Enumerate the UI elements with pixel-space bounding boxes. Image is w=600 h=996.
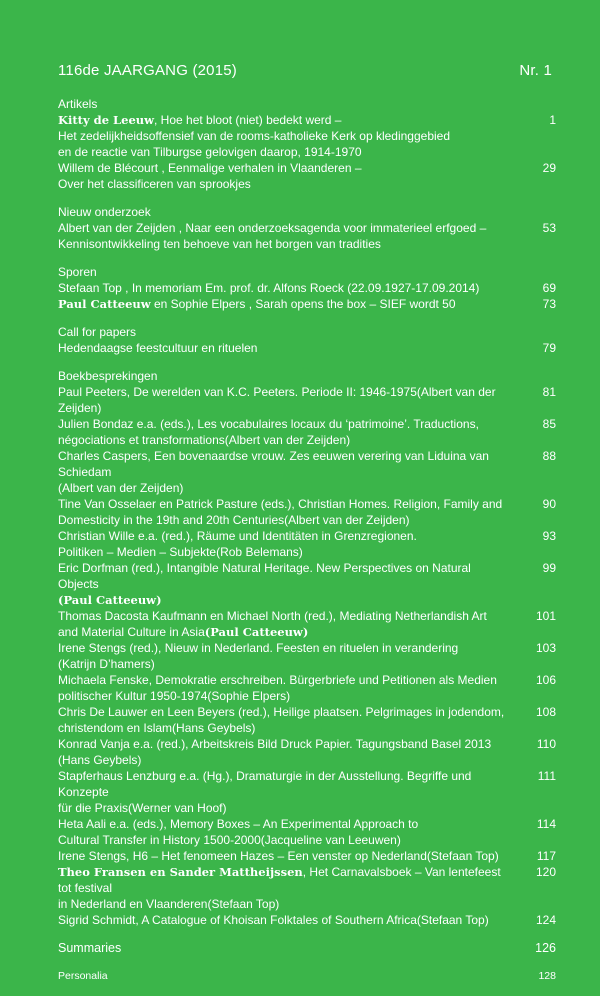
toc-entry <box>58 560 556 608</box>
toc-entry <box>58 160 556 192</box>
entry-reviewer: (Paul Catteeuw) <box>58 593 162 607</box>
entry-author: Theo Fransen en Sander Mattheijssen <box>58 865 303 879</box>
entry-text <box>58 340 510 356</box>
page-number: 85 <box>542 417 556 431</box>
entry-text <box>58 640 510 656</box>
entry-continuation: christendom en Islam(Hans Geybels) <box>58 721 256 735</box>
page-number: 69 <box>542 281 556 295</box>
toc-entry <box>58 416 556 448</box>
section-title: Nieuw onderzoek <box>58 205 151 219</box>
entry-text <box>58 496 510 512</box>
entry-title: , Het Carnavalsboek – Van lentefeest tot festival <box>58 865 501 895</box>
page-number: 81 <box>542 385 556 399</box>
toc-section <box>58 940 556 956</box>
entry-text <box>58 672 510 688</box>
toc-section <box>58 96 556 192</box>
toc-entry <box>58 768 556 816</box>
entry-title: Sigrid Schmidt, A Catalogue of Khoisan Folktales of Southern Africa(Stefaan Top) <box>58 913 489 927</box>
entry-text <box>58 736 510 752</box>
entry-continuation: (Albert van der Zeijden) <box>58 481 184 495</box>
entry-text <box>58 968 510 984</box>
toc-section <box>58 204 556 252</box>
entry-title: Tine Van Osselaer en Patrick Pasture (eds.), Christian Homes. Religion, Family and <box>58 497 503 511</box>
entry-text <box>58 864 510 896</box>
entry-title: Willem de Blécourt , Eenmalige verhalen in Vlaanderen – <box>58 161 362 175</box>
page-number: 101 <box>535 609 556 623</box>
section-title: Artikels <box>58 97 98 111</box>
entry-continuation: in Nederland en Vlaanderen(Stefaan Top) <box>58 897 280 911</box>
entry-text <box>58 384 510 416</box>
toc-section <box>58 324 556 356</box>
entry-continuation: Cultural Transfer in History 1500-2000(Jacqueline van Leeuwen) <box>58 833 401 847</box>
entry-title: Thomas Dacosta Kaufmann en Michael North (red.), Mediating Netherlandish Art <box>58 609 487 623</box>
entry-continuation: (Hans Geybels) <box>58 753 142 767</box>
entry-title: Konrad Vanja e.a. (red.), Arbeitskreis Bild Druck Papier. Tagungsband Basel 2013 <box>58 737 492 751</box>
page-number: 29 <box>542 161 556 175</box>
journal-header <box>58 62 552 79</box>
entry-text <box>58 160 510 176</box>
section-title: Boekbesprekingen <box>58 369 158 383</box>
toc-entry <box>58 940 556 956</box>
section-title: Call for papers <box>58 325 137 339</box>
entry-text <box>58 848 510 864</box>
toc-entry <box>58 736 556 768</box>
entry-author: Kitty de Leeuw <box>58 113 155 127</box>
entry-continuation: (Katrijn D’hamers) <box>58 657 155 671</box>
entry-text <box>58 416 510 432</box>
entry-continuation: für die Praxis(Werner van Hoof) <box>58 801 227 815</box>
page-number: 90 <box>542 497 556 511</box>
toc-entry <box>58 528 556 560</box>
toc-entry <box>58 912 556 928</box>
page-number: 110 <box>536 737 556 751</box>
page-number: 88 <box>542 449 556 463</box>
toc-entry <box>58 220 556 252</box>
entry-text <box>58 112 510 128</box>
toc-entry <box>58 340 556 356</box>
page-number: 93 <box>542 529 556 543</box>
entry-text <box>58 704 510 720</box>
entry-text <box>58 768 510 800</box>
entry-reviewer: (Paul Catteeuw) <box>204 625 309 639</box>
entry-title: , Hoe het bloot (niet) bedekt werd – <box>154 113 342 127</box>
entry-title: en Sophie Elpers , Sarah opens the box – SIEF wordt 50 <box>150 297 456 311</box>
page-number: 108 <box>535 705 556 719</box>
entry-title: Personalia <box>58 970 108 982</box>
entry-title: Chris De Lauwer en Leen Beyers (red.), Heilige plaatsen. Pelgrimages in jodendom, <box>58 705 505 719</box>
entry-title: Heta Aali e.a. (eds.), Memory Boxes – An Experimental Approach to <box>58 817 419 831</box>
toc-entry <box>58 704 556 736</box>
page-number: 73 <box>542 297 556 311</box>
entry-title: Irene Stengs (red.), Nieuw in Nederland. Feesten en rituelen in verandering <box>58 641 459 655</box>
entry-title: Irene Stengs, H6 – Het fenomeen Hazes – Een venster op Nederland(Stefaan Top) <box>58 849 499 863</box>
page-number: 99 <box>542 561 556 575</box>
toc-entry <box>58 640 556 672</box>
page-number: 114 <box>536 817 556 831</box>
entry-continuation: Kennisontwikkeling ten behoeve van het borgen van tradities <box>58 237 381 251</box>
entry-continuation: Over het classificeren van sprookjes <box>58 177 251 191</box>
volume-title: 116de JAARGANG (2015) <box>58 62 238 79</box>
page-number: 53 <box>542 221 556 235</box>
entry-title: Michaela Fenske, Demokratie erschreiben. Bürgerbriefe und Petitionen als Medien <box>58 673 497 687</box>
entry-text <box>58 448 510 480</box>
toc-entry <box>58 608 556 640</box>
page-number: 117 <box>536 849 556 863</box>
table-of-contents <box>58 96 556 996</box>
issue-number: Nr. 1 <box>519 62 552 79</box>
entry-title: Albert van der Zeijden , Naar een onderzoeksagenda voor immaterieel erfgoed – <box>58 221 487 235</box>
entry-title: Eric Dorfman (red.), Intangible Natural Heritage. New Perspectives on Natural Objects <box>58 561 471 591</box>
entry-title: Summaries <box>58 941 122 955</box>
entry-title: Christian Wille e.a. (red.), Räume und Identitäten in Grenzregionen. <box>58 529 417 543</box>
toc-section <box>58 968 556 984</box>
page-number: 79 <box>542 341 556 355</box>
entry-continuation: and Material Culture in Asia(Paul Catteeuw) <box>58 625 309 639</box>
entry-title: Stapferhaus Lenzburg e.a. (Hg.), Dramaturgie in der Ausstellung. Begriffe und Konzepte <box>58 769 472 799</box>
entry-author: Paul Catteeuw <box>58 297 151 311</box>
entry-text <box>58 816 510 832</box>
toc-section <box>58 264 556 312</box>
toc-entry <box>58 672 556 704</box>
toc-entry <box>58 448 556 496</box>
entry-text <box>58 608 510 624</box>
toc-entry <box>58 280 556 296</box>
toc-section <box>58 368 556 928</box>
entry-text <box>58 560 510 592</box>
toc-entry <box>58 496 556 528</box>
toc-entry <box>58 848 556 864</box>
toc-entry <box>58 864 556 912</box>
page-number: 120 <box>535 865 556 879</box>
entry-text <box>58 912 510 928</box>
page-number: 128 <box>538 970 556 982</box>
entry-text <box>58 940 510 956</box>
page-number: 103 <box>535 641 556 655</box>
page-number: 1 <box>549 113 556 127</box>
toc-entry <box>58 816 556 848</box>
entry-title: Charles Caspers, Een bovenaardse vrouw. Zes eeuwen verering van Liduina van Schiedam <box>58 449 489 479</box>
toc-entry <box>58 968 556 984</box>
toc-entry <box>58 112 556 160</box>
entry-text <box>58 220 510 236</box>
toc-entry <box>58 384 556 416</box>
page-number: 124 <box>535 913 556 927</box>
entry-title: Stefaan Top , In memoriam Em. prof. dr. Alfons Roeck (22.09.1927-17.09.2014) <box>58 281 480 295</box>
entry-title: Hedendaagse feestcultuur en rituelen <box>58 341 258 355</box>
page-number: 126 <box>535 941 556 955</box>
entry-continuation: en de reactie van Tilburgse gelovigen daarop, 1914-1970 <box>58 145 362 159</box>
page-number: 106 <box>535 673 556 687</box>
entry-title: Paul Peeters, De werelden van K.C. Peeters. Periode II: 1946-1975(Albert van der Zeijden) <box>58 385 496 415</box>
toc-entry <box>58 296 556 312</box>
entry-text <box>58 528 510 544</box>
entry-title: Julien Bondaz e.a. (eds.), Les vocabulaires locaux du ‘patrimoine’. Traductions, <box>58 417 479 431</box>
entry-text <box>58 296 510 312</box>
entry-continuation: Politiken – Medien – Subjekte(Rob Belemans) <box>58 545 303 559</box>
entry-continuation: négociations et transformations(Albert van der Zeijden) <box>58 433 351 447</box>
page-number: 111 <box>537 769 556 783</box>
entry-continuation: politischer Kultur 1950-1974(Sophie Elpers) <box>58 689 291 703</box>
entry-text <box>58 280 510 296</box>
entry-continuation: Domesticity in the 19th and 20th Centuries(Albert van der Zeijden) <box>58 513 410 527</box>
entry-continuation: Het zedelijkheidsoffensief van de rooms-katholieke Kerk op kledinggebied <box>58 129 451 143</box>
section-title: Sporen <box>58 265 97 279</box>
